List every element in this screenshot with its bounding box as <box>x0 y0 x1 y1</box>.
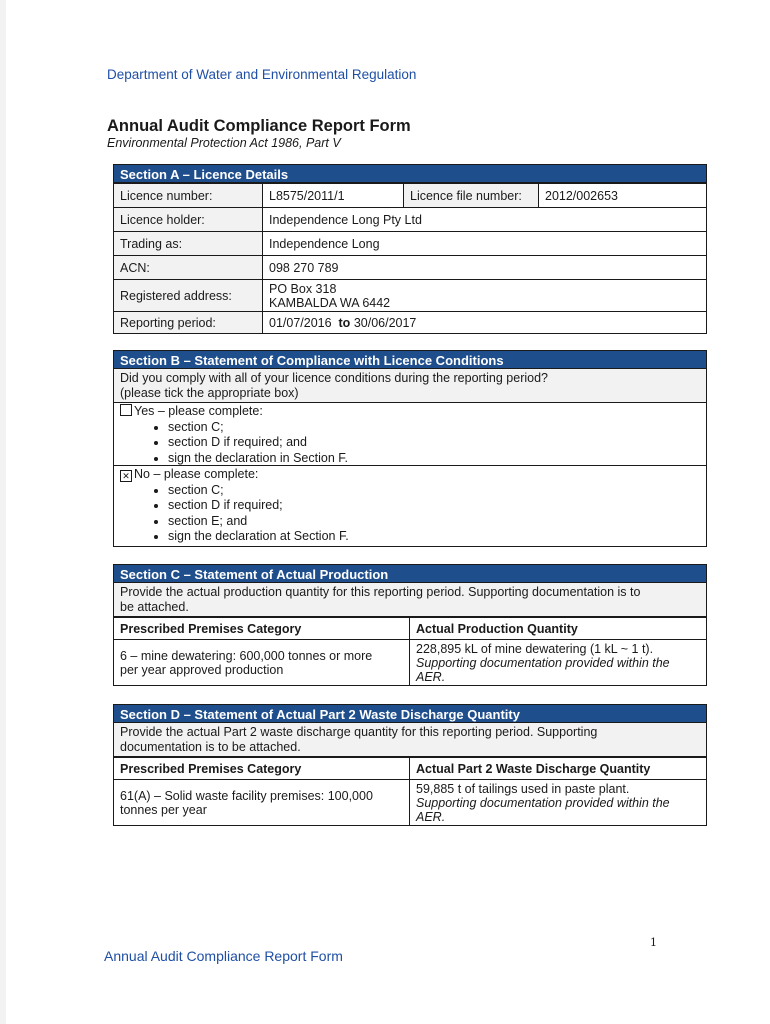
discharge-col2-header: Actual Part 2 Waste Discharge Quantity <box>410 758 707 780</box>
production-category <box>114 640 410 686</box>
reporting-period-value <box>263 312 707 334</box>
production-prompt-line-2: be attached. <box>120 599 189 614</box>
section-d-heading: Section D – Statement of Actual Part 2 Waste Discharge Quantity <box>113 704 707 723</box>
option-no <box>113 466 707 547</box>
yes-step: • section C; <box>168 420 700 436</box>
no-step: • section E; and <box>168 514 700 530</box>
discharge-category <box>114 780 410 826</box>
address-line-1: PO Box 318 <box>269 281 337 296</box>
discharge-category-line-1: 61(A) – Solid waste facility premises: 100,000 <box>120 788 373 803</box>
production-prompt-line-1: Provide the actual production quantity for this reporting period. Supporting documentation is to <box>120 585 641 599</box>
discharge-prompt-line-2: documentation is to be attached. <box>120 739 301 754</box>
period-to-word: to <box>338 315 351 330</box>
yes-step: • sign the declaration in Section F. <box>168 451 700 467</box>
no-checkbox[interactable]: ✕ <box>120 470 132 482</box>
act-reference <box>107 136 341 150</box>
acn-label: ACN: <box>114 256 263 280</box>
department-name: Department of Water and Environmental Regulation <box>107 67 417 82</box>
discharge-note-line-2: AER. <box>416 809 446 824</box>
form-title: Annual Audit Compliance Report Form <box>107 117 411 135</box>
discharge-note-line-1: Supporting documentation provided within the <box>416 795 670 810</box>
section-c <box>113 564 707 686</box>
section-a-heading: Section A – Licence Details <box>113 164 707 183</box>
production-table <box>113 617 707 686</box>
production-category-line-2: per year approved production <box>120 662 284 677</box>
no-step: • section D if required; <box>168 498 700 514</box>
production-quantity <box>410 640 707 686</box>
section-b <box>113 350 707 547</box>
act-part: , Part V <box>299 136 341 150</box>
act-name: Environmental Protection Act 1986 <box>107 136 300 150</box>
scan-edge <box>0 0 6 1024</box>
production-note-line-1: Supporting documentation provided within the <box>416 655 670 670</box>
licence-holder-label: Licence holder: <box>114 208 263 232</box>
production-quantity-value: 228,895 kL of mine dewatering (1 kL ~ 1 t). <box>416 641 654 656</box>
address-line-2: KAMBALDA WA 6442 <box>269 295 391 310</box>
section-a <box>113 164 707 334</box>
licence-details-table <box>113 183 707 334</box>
no-step: • section C; <box>168 483 700 499</box>
production-note-line-2: AER. <box>416 669 446 684</box>
yes-label: Yes – please complete: <box>134 404 263 418</box>
period-from: 01/07/2016 <box>269 315 332 330</box>
licence-number-value: L8575/2011/1 <box>263 184 404 208</box>
production-col2-header: Actual Production Quantity <box>410 618 707 640</box>
licence-file-value: 2012/002653 <box>539 184 707 208</box>
discharge-table <box>113 757 707 826</box>
period-to: 30/06/2017 <box>353 315 417 330</box>
trading-as-label: Trading as: <box>114 232 263 256</box>
section-b-heading: Section B – Statement of Compliance with Licence Conditions <box>113 350 707 369</box>
section-c-heading: Section C – Statement of Actual Production <box>113 564 707 583</box>
yes-checkbox[interactable] <box>120 404 132 416</box>
option-yes <box>113 403 707 466</box>
production-category-line-1: 6 – mine dewatering: 600,000 tonnes or more <box>120 648 373 663</box>
yes-steps-list <box>120 420 700 467</box>
section-d <box>113 704 707 826</box>
licence-number-label: Licence number: <box>114 184 263 208</box>
discharge-prompt <box>113 723 707 757</box>
discharge-col1-header: Prescribed Premises Category <box>114 758 410 780</box>
trading-as-value: Independence Long <box>263 232 707 256</box>
production-prompt <box>113 583 707 617</box>
compliance-question <box>113 369 707 403</box>
acn-value: 098 270 789 <box>263 256 707 280</box>
footer-form-name: Annual Audit Compliance Report Form <box>104 948 343 964</box>
discharge-quantity-value: 59,885 t of tailings used in paste plant. <box>416 781 630 796</box>
question-line-2: (please tick the appropriate box) <box>120 385 299 400</box>
registered-address-label: Registered address: <box>114 280 263 312</box>
yes-step: • section D if required; and <box>168 435 700 451</box>
discharge-prompt-line-1: Provide the actual Part 2 waste discharge quantity for this reporting period. Supporting <box>120 725 598 739</box>
discharge-quantity <box>410 780 707 826</box>
reporting-period-label: Reporting period: <box>114 312 263 334</box>
discharge-category-line-2: tonnes per year <box>120 802 207 817</box>
question-line-1: Did you comply with all of your licence conditions during the reporting period? <box>120 371 549 385</box>
no-label: No – please complete: <box>134 467 259 481</box>
no-step: • sign the declaration at Section F. <box>168 529 700 545</box>
production-col1-header: Prescribed Premises Category <box>114 618 410 640</box>
registered-address-value <box>263 280 707 312</box>
licence-holder-value: Independence Long Pty Ltd <box>263 208 707 232</box>
page-number: 1 <box>650 936 657 949</box>
no-steps-list <box>120 483 700 545</box>
licence-file-label: Licence file number: <box>404 184 539 208</box>
